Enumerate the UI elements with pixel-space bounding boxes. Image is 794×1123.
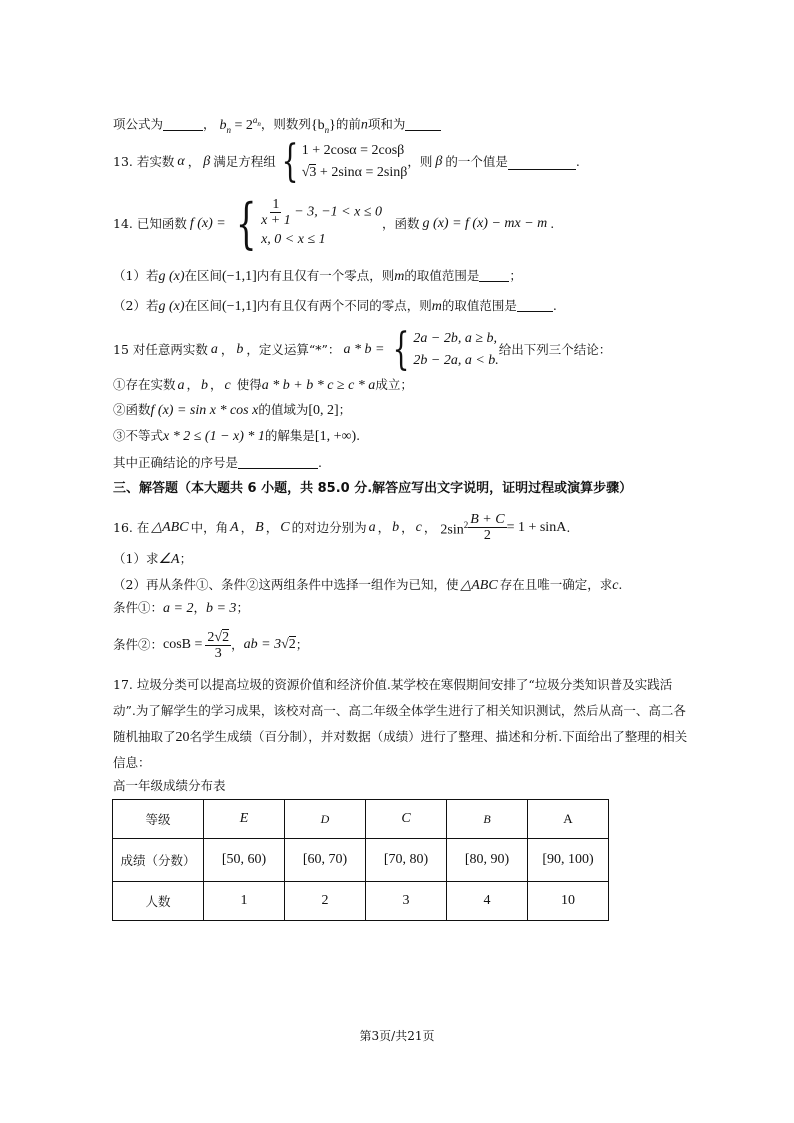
question-17-line-3: 随机抽取了20名学生成绩（百分制），并对数据（成绩）进行了整理、描述和分析.下面给出了整理的相关 (113, 729, 688, 745)
question-16: 16. 在 △ABC 中，角 A ， B ， C 的对边分别为 a ， b ， c ， $2\sin^2$ $\frac{B + C}{2}$ = 1 + sinA . (113, 507, 570, 549)
answer-blank (517, 297, 553, 312)
piecewise-function: { $\frac{1}{x + 1}$ − 3, −1 < x ≤ 0 x, 0 < x ≤ 1 (235, 192, 383, 255)
equation-system: { 1 + 2cosα = 2cosβ √3 + 2sinα = 2sinβ (281, 136, 408, 187)
page-footer: 第3页/共21页 (359, 1029, 435, 1043)
question-14-part-2: （2）若g (x)在区间(−1,1]内有且仅有两个不同的零点，则m的取值范围是 . (113, 298, 557, 314)
question-17-line-4: 信息： (113, 755, 151, 770)
question-15: 15 对任意两实数 a ， b ，定义运算“ * ”： a * b = { 2a − 2b, a ≥ b, 2b − 2a, a < b. 给出下列三个结论： (113, 324, 612, 375)
question-16-part-2: （2）再从条件①、条件②这两组条件中选择一组作为已知，使 △ABC 存在且唯一确定，求c. (113, 577, 623, 593)
table-row: 等级 E D C B A (113, 800, 609, 839)
operation-definition: { 2a − 2b, a ≥ b, 2b − 2a, a < b. (392, 324, 499, 375)
conclusion-1: ①存在实数 a ， b ， c 使得a * b + b * c ≥ c * a成立； (113, 377, 413, 393)
question-15-answer-line: 其中正确结论的序号是 . (113, 455, 322, 470)
question-17-line-2: 动”.为了解学生的学习成果，该校对高一、高二年级全体学生进行了相关知识测试，然后从高一、高二各 (113, 703, 686, 718)
question-17-line-1: 17. 垃圾分类可以提高垃圾的资源价值和经济价值.某学校在寒假期间安排了“垃圾分类知识普及实践活 (113, 677, 673, 692)
equation-16: $2\sin^2$ (440, 520, 469, 538)
question-14-part-1: （1）若g (x)在区间(−1,1]内有且仅有一个零点，则m的取值范围是 ； (113, 268, 522, 284)
grade-distribution-table (112, 799, 609, 921)
table-title: 高一年级成绩分布表 (113, 778, 226, 793)
formula-bn: $b_n = 2^{a_n}$ (219, 115, 261, 135)
table-row: 人数 1 2 3 4 10 (113, 882, 609, 921)
answer-blank (163, 116, 203, 131)
section-title: 三、解答题（本大题共 6 小题，共 85.0 分.解答应写出文字说明，证明过程或演算步骤） (113, 481, 633, 496)
question-13: 13. 若实数 α ， β 满足方程组 { 1 + 2cosα = 2cosβ √3 + 2sinα = 2sinβ ，则 β 的一个值是 . (113, 136, 580, 187)
answer-blank (479, 267, 509, 282)
conclusion-2: ②函数f (x) = sin x * cos x的值域为[0, 2]； (113, 402, 352, 418)
sequence-bn: $\{b_n\}$ (310, 117, 336, 135)
answer-blank (238, 454, 318, 469)
condition-1: 条件①：a = 2，b = 3； (113, 600, 249, 616)
conclusion-3: ③不等式x * 2 ≤ (1 − x) * 1的解集是[1, +∞). (113, 428, 361, 444)
table-row: 成绩（分数） [50, 60) [60, 70) [70, 80) [80, 90) [90, 100) (113, 839, 609, 882)
answer-blank (405, 116, 441, 131)
question-14: 14. 已知函数 f (x) = { $\frac{1}{x + 1}$ − 3, −1 < x ≤ 0 x, 0 < x ≤ 1 ，函数 g (x) = f (x) − mx − m . (113, 192, 555, 255)
question-16-part-1: （1）求∠A； (113, 551, 193, 567)
answer-blank (508, 155, 576, 170)
condition-2: 条件②： cosB = $\frac{2√2}{3}$ ， ab = 3 √2 ； (113, 629, 309, 661)
sequence-line: 项公式为 ， $b_n = 2^{a_n}$，则数列$\{b_n\}$的前n项和为 (113, 111, 441, 138)
